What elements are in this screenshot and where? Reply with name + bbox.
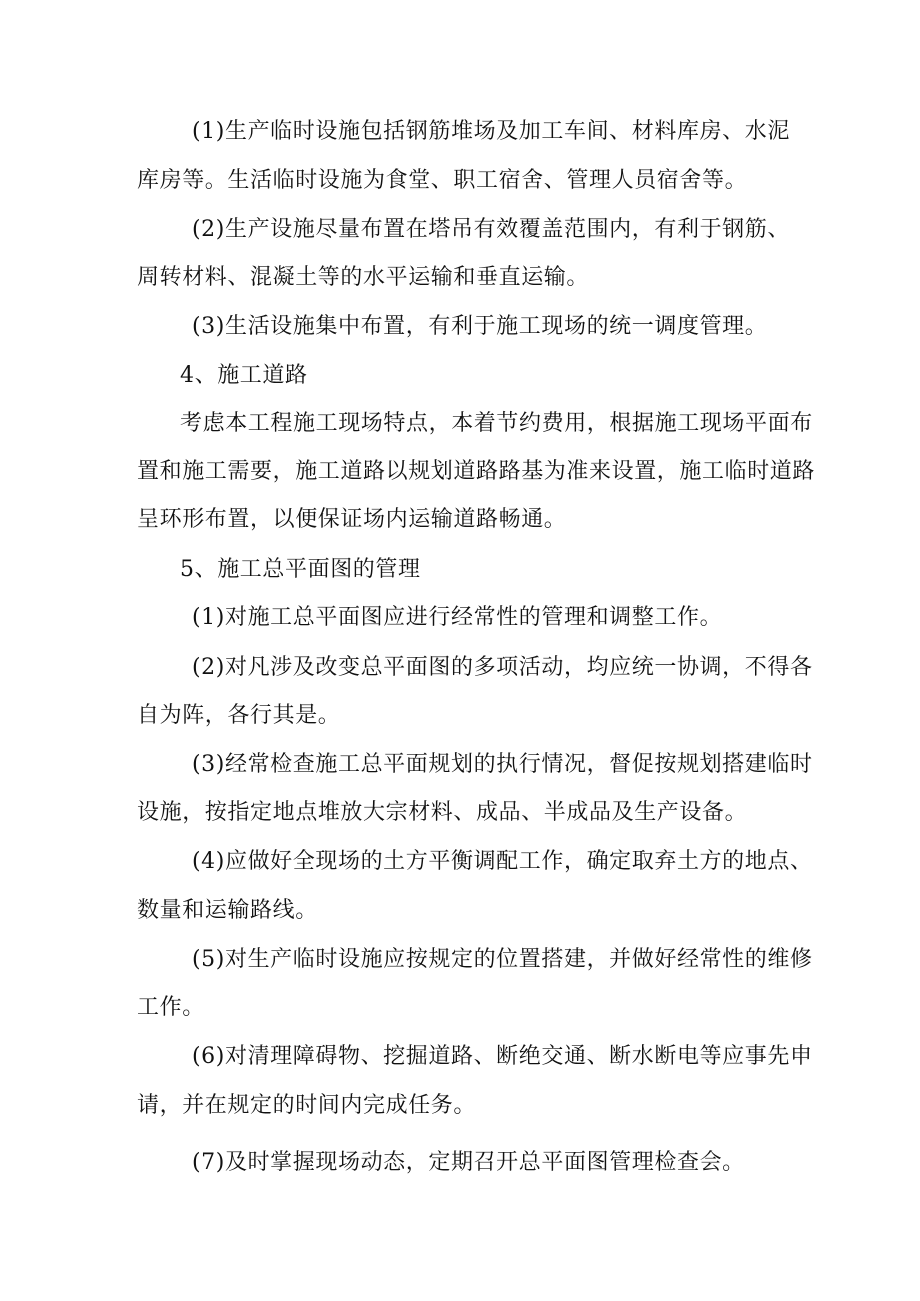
paragraph-line: 置和施工需要，施工道路以规划道路路基为准来设置，施工临时道路 [137, 459, 816, 484]
paragraph-line: 考虑本工程施工现场特点，本着节约费用，根据施工现场平面布 [180, 411, 813, 436]
paragraph-line: (5)对生产临时设施应按规定的位置搭建，并做好经常性的维修 [192, 947, 813, 972]
paragraph-line: (1)生产临时设施包括钢筋堆场及加工车间、材料库房、水泥 [192, 119, 790, 144]
paragraph-line: (1)对施工总平面图应进行经常性的管理和调整工作。 [192, 605, 723, 630]
paragraph-line: (2)对凡涉及改变总平面图的多项活动，均应统一协调，不得各 [192, 655, 813, 680]
paragraph-line: (3)生活设施集中布置，有利于施工现场的统一调度管理。 [192, 314, 768, 339]
paragraph-line: 工作。 [137, 995, 205, 1020]
paragraph-line: 数量和运输路线。 [137, 898, 318, 923]
paragraph-line: (7)及时掌握现场动态，定期召开总平面图管理检查会。 [192, 1150, 745, 1175]
section-heading: 5、施工总平面图的管理 [180, 557, 421, 582]
paragraph-line: 库房等。生活临时设施为食堂、职工宿舍、管理人员宿舍等。 [137, 168, 748, 193]
paragraph-line: (6)对清理障碍物、挖掘道路、断绝交通、断水断电等应事先申 [192, 1044, 813, 1069]
paragraph-line: 设施，按指定地点堆放大宗材料、成品、半成品及生产设备。 [137, 800, 748, 825]
paragraph-line: 周转材料、混凝土等的水平运输和垂直运输。 [137, 265, 590, 290]
paragraph-line: 请，并在规定的时间内完成任务。 [137, 1093, 477, 1118]
paragraph-line: (4)应做好全现场的土方平衡调配工作，确定取弃土方的地点、 [192, 849, 813, 874]
paragraph-line: (3)经常检查施工总平面规划的执行情况，督促按规划搭建临时 [192, 752, 813, 777]
paragraph-line: 呈环形布置，以便保证场内运输道路畅通。 [137, 507, 567, 532]
paragraph-line: 自为阵，各行其是。 [137, 703, 341, 728]
section-heading: 4、施工道路 [180, 363, 308, 388]
paragraph-line: (2)生产设施尽量布置在塔吊有效覆盖范围内，有利于钢筋、 [192, 217, 790, 242]
